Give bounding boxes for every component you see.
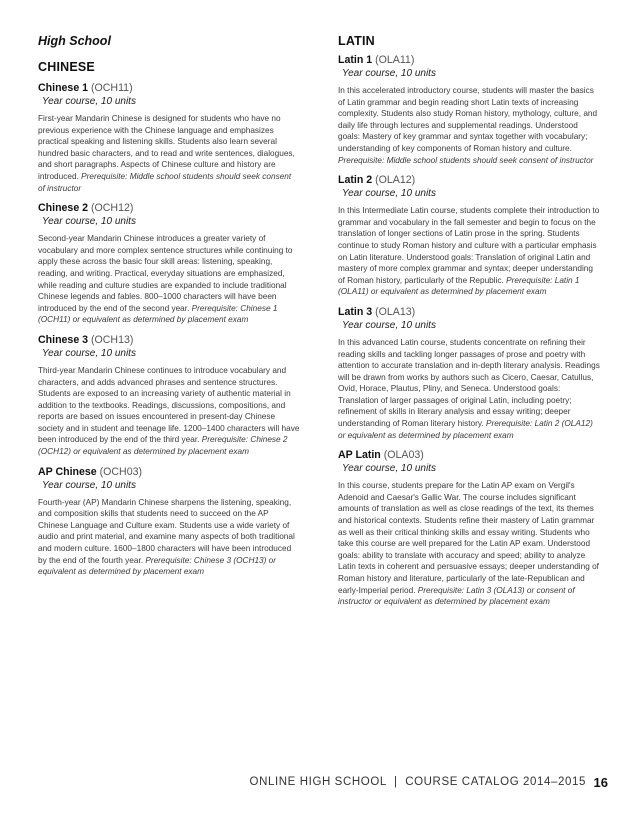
course-name: Latin 3 <box>338 305 373 318</box>
course-title <box>338 174 600 187</box>
course-description <box>338 480 600 608</box>
prerequisite: Prerequisite: Chinese 2 (OCH12) or equivalent as determined by placement exam <box>38 435 288 457</box>
course-meta: Year course, 10 units <box>42 347 136 359</box>
course-latin-2 <box>338 174 600 298</box>
category-heading-chinese: CHINESE <box>38 60 95 74</box>
course-meta: Year course, 10 units <box>342 68 436 79</box>
course-title <box>338 54 600 67</box>
course-name: Latin 2 <box>338 174 373 187</box>
prerequisite: Prerequisite: Latin 3 (OLA13) or consent of instructor or equivalent as determined by placement exam <box>338 585 575 607</box>
course-chinese-3 <box>38 334 300 458</box>
course-code: (OCH13) <box>91 333 134 346</box>
course-description <box>338 337 600 441</box>
left-column <box>38 0 300 578</box>
course-name: Chinese 2 <box>38 202 89 215</box>
course-ap-latin <box>338 449 600 608</box>
course-description <box>38 497 300 578</box>
prerequisite: Prerequisite: Latin 2 (OLA12) or equivalent as determined by placement exam <box>338 419 593 440</box>
description-text: In this accelerated introductory course, students will master the basics of Latin grammar and begin reading short Latin texts of increasing complexity. Students also study Roman history, mythology, culture, and daily life through lectures and supplemental readings. Understood goals: Mastery of key grammar and syntax together with vocabulary; understanding of key components of Roman history and culture. <box>338 86 598 153</box>
course-chinese-2 <box>38 202 300 326</box>
course-latin-1 <box>338 54 600 166</box>
course-name: Chinese 1 <box>38 82 89 94</box>
course-code: (OLA11) <box>375 54 415 66</box>
course-code: (OLA12) <box>375 174 416 187</box>
course-description <box>38 233 300 326</box>
right-column <box>338 0 600 608</box>
course-meta: Year course, 10 units <box>342 463 436 475</box>
description-text: In this course, students prepare for the Latin AP exam on Vergil's Adenoid and Caesar's Gallic War. The course includes significant amounts of translation as well as close readings of the text, its themes and historical contexts. Students refine their mastery of Latin grammar as well as their critical thinking skills and essay writing. Students who take this course are well prepared for the Latin AP exam. Understood goals: ability to translate with accuracy and speed; ability to analyze Latin texts in coherent and persuasive essays; deeper understanding of Roman history and literature, particularly of the late-Republican and early-Imperial period. <box>338 481 599 595</box>
page-number: 16 <box>593 775 608 790</box>
course-code: (OLA13) <box>375 305 416 318</box>
course-title <box>38 202 300 215</box>
course-chinese-1 <box>38 82 300 194</box>
section-heading: High School <box>38 34 111 48</box>
course-title <box>338 306 600 319</box>
course-meta: Year course, 10 units <box>342 319 436 331</box>
course-title <box>38 82 300 95</box>
course-meta: Year course, 10 units <box>42 479 136 491</box>
prerequisite: Prerequisite: Middle school students should seek consent of instructor <box>38 171 292 193</box>
course-name: AP Latin <box>338 449 381 462</box>
prerequisite: Prerequisite: Chinese 1 (OCH11) or equivalent as determined by placement exam <box>38 303 278 325</box>
course-name: Chinese 3 <box>38 333 89 346</box>
course-code: (OCH12) <box>91 202 134 215</box>
course-ap-chinese <box>38 466 300 578</box>
footer-catalog-title: ONLINE HIGH SCHOOL | COURSE CATALOG 2014–2015 <box>249 776 586 788</box>
course-description <box>38 365 300 458</box>
course-code: (OCH03) <box>99 465 143 478</box>
category-heading-latin: LATIN <box>338 34 375 48</box>
prerequisite: Prerequisite: Middle school students should seek consent of instructor <box>338 155 594 165</box>
course-meta: Year course, 10 units <box>42 96 136 107</box>
description-text: Fourth-year (AP) Mandarin Chinese sharpens the listening, speaking, and composition skills that students need to succeed on the AP Chinese Language and Culture exam. Students use a wide variety of audio and print material, and examine many aspects of both traditional and modern culture. 1600–1800 characters will have been introduced by the end of the fourth year. <box>38 497 295 565</box>
course-meta: Year course, 10 units <box>42 216 136 228</box>
course-meta: Year course, 10 units <box>342 188 436 200</box>
prerequisite: Prerequisite: Latin 1 (OLA11) or equivalent as determined by placement exam <box>338 275 580 297</box>
course-description <box>338 205 600 298</box>
course-name: AP Chinese <box>38 465 97 478</box>
description-text: Second-year Mandarin Chinese introduces a greater variety of vocabulary and more complex sentence structures while continuing to apply these across the basic four skill areas: listening, speaking, reading, and writing. Practical, everyday situations are emphasized, while reading and culture studies are expanded to include traditional Chinese legends and fables. 800–1000 characters will have been introduced by the end of the second year. <box>38 234 293 313</box>
course-title <box>338 449 600 462</box>
course-title <box>38 466 300 479</box>
description-text: In this advanced Latin course, students concentrate on refining their reading skills and tackling longer passages of prose and poetry with attention to accurate translation and in-depth literary analysis. Readings will be drawn from works by authors such as Cicero, Caesar, Catullus, Ovid, Horace, Plautus, Pliny, and Seneca. Understood goals: Translation of larger passages of original Latin, including poetry; refinement of skills in literary analysis and essay writing; deeper understanding of Roman literary history. <box>338 337 600 429</box>
course-title <box>38 334 300 347</box>
course-name: Latin 1 <box>338 54 373 66</box>
description-text: Third-year Mandarin Chinese continues to introduce vocabulary and characters, and adds advanced phrases and sentence structures. Students are exposed to an increasing variety of authentic material in addition to the textbooks. Readings, discussions, compositions, and reports are based on issues encountered in present-day Chinese society and in student and teenage life. 1200–1400 characters will have been introduced by the end of the third year. <box>38 365 300 445</box>
course-code: (OCH11) <box>91 82 133 94</box>
prerequisite: Prerequisite: Chinese 3 (OCH13) or equivalent as determined by placement exam <box>38 555 277 577</box>
course-description <box>38 113 300 194</box>
course-latin-3 <box>338 306 600 441</box>
course-code: (OLA03) <box>383 449 424 462</box>
description-text: First-year Mandarin Chinese is designed for students who have no previous experience with the Chinese language and emphasizes practical speaking and listening skills. Students also learn several hundred basic characters, and to read and write sentences, dialogues, and short paragraphs. Aspects of Chinese culture and history are introduced. <box>38 114 295 181</box>
page-footer <box>0 776 638 794</box>
course-description <box>338 85 600 166</box>
description-text: In this Intermediate Latin course, students complete their introduction to grammar and vocabulary in the fall semester and begin to focus on the translation of longer sections of Latin prose in the spring. Students continue to study Roman history and culture with a particular emphasis on Latin literature. Understood goals: Translation of original Latin and mastery of more complex grammar and syntax; deeper understanding of Roman history, particularly of the Republic. <box>338 206 600 285</box>
